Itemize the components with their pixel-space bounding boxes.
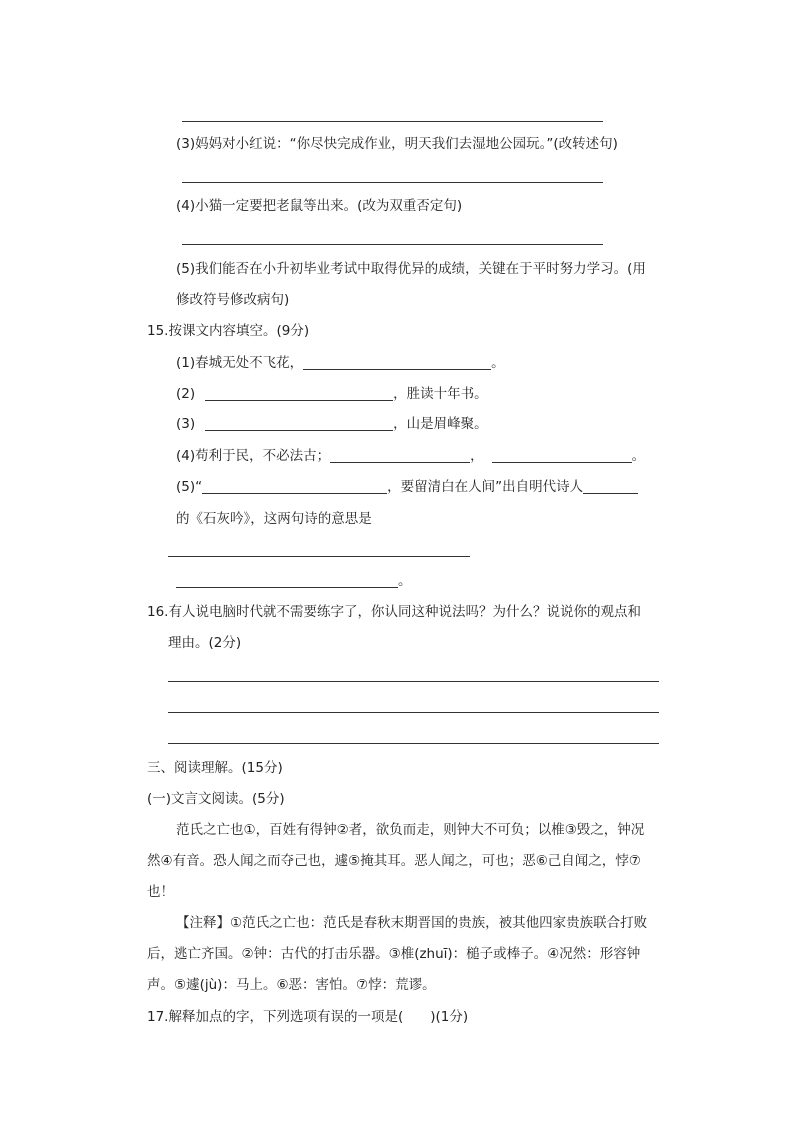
q15-item5-line2: 的《石灰吟》，这两句诗的意思是 <box>176 511 372 527</box>
fill-blank[interactable] <box>205 416 393 431</box>
fill-blank[interactable] <box>176 573 398 588</box>
fill-blank[interactable] <box>330 448 470 463</box>
q15-item2-prefix: (2) <box>176 386 196 402</box>
q15-item4-suffix: 。 <box>631 448 646 464</box>
q14-item5-line2: 修改符号修改病句) <box>176 292 290 308</box>
q15-title: 15.按课文内容填空。(9分) <box>147 323 310 339</box>
answer-line[interactable] <box>182 182 603 183</box>
q15-item5 <box>176 477 638 497</box>
fill-blank[interactable] <box>492 448 632 463</box>
passage-line: 也！ <box>147 884 174 900</box>
q15-item2-suffix: ，胜读十年书。 <box>393 386 488 402</box>
fill-blank-poet[interactable] <box>583 479 638 494</box>
fill-blank[interactable] <box>303 355 491 370</box>
notes-line: 【注释】①范氏之亡也：范氏是春秋末期晋国的贵族，被其他四家贵族联合打败 <box>176 915 648 931</box>
subsection-title: (一)文言文阅读。(5分) <box>147 791 285 807</box>
q15-item1-suffix: 。 <box>491 355 505 371</box>
section-title: 三、阅读理解。(15分) <box>147 760 283 776</box>
q15-item1 <box>176 353 505 373</box>
answer-line[interactable] <box>182 121 603 122</box>
q15-item4-middle: ， <box>470 448 484 464</box>
q15-item4 <box>176 446 645 466</box>
q15-item5-suffix: ，要留清白在人间”出自明代诗人 <box>387 479 584 495</box>
notes-line: 声。⑤遽(jù)：马上。⑥恶：害怕。⑦悖：荒谬。 <box>147 977 436 993</box>
q15-item3-suffix: ，山是眉峰聚。 <box>393 416 488 432</box>
answer-line[interactable] <box>182 244 603 245</box>
q17-text: 17.解释加点的字，下列选项有误的一项是( )(1分) <box>147 1009 469 1025</box>
q16-line2: 理由。(2分) <box>168 635 242 651</box>
answer-line[interactable] <box>168 556 470 557</box>
q15-item1-prefix: (1)春城无处不飞花， <box>176 355 304 371</box>
q15-item3 <box>176 414 488 434</box>
q15-item5-end: 。 <box>398 573 412 589</box>
q14-item4: (4)小猫一定要把老鼠等出来。(改为双重否定句) <box>176 198 463 214</box>
q14-item5-line1: (5)我们能否在小升初毕业考试中取得优异的成绩，关键在于平时努力学习。(用 <box>176 261 646 277</box>
answer-line[interactable] <box>168 712 659 713</box>
q15-item5-line4 <box>176 571 412 591</box>
q14-item3: (3)妈妈对小红说：“你尽快完成作业，明天我们去湿地公园玩。”(改转述句) <box>176 136 618 152</box>
passage-line: 然④有音。恐人闻之而夺己也，遽⑤掩其耳。恶人闻之，可也；恶⑥己自闻之，悖⑦ <box>147 853 641 869</box>
q15-item4-prefix: (4)苟利于民，不必法古； <box>176 448 331 464</box>
q15-item5-prefix: (5)“ <box>176 479 203 495</box>
answer-line[interactable] <box>168 681 659 682</box>
q16-line1: 16.有人说电脑时代就不需要练字了，你认同这种说法吗？为什么？说说你的观点和 <box>147 604 641 620</box>
q15-item2 <box>176 384 488 404</box>
answer-line[interactable] <box>168 743 659 744</box>
notes-line: 后，逃亡齐国。②钟：古代的打击乐器。③椎(zhuī)：槌子或棒子。④况然：形容钟 <box>147 946 641 962</box>
passage-line: 范氏之亡也①，百姓有得钟②者，欲负而走，则钟大不可负；以椎③毁之，钟况 <box>176 822 645 838</box>
fill-blank[interactable] <box>205 386 393 401</box>
q15-item3-prefix: (3) <box>176 416 196 432</box>
fill-blank[interactable] <box>202 479 387 494</box>
